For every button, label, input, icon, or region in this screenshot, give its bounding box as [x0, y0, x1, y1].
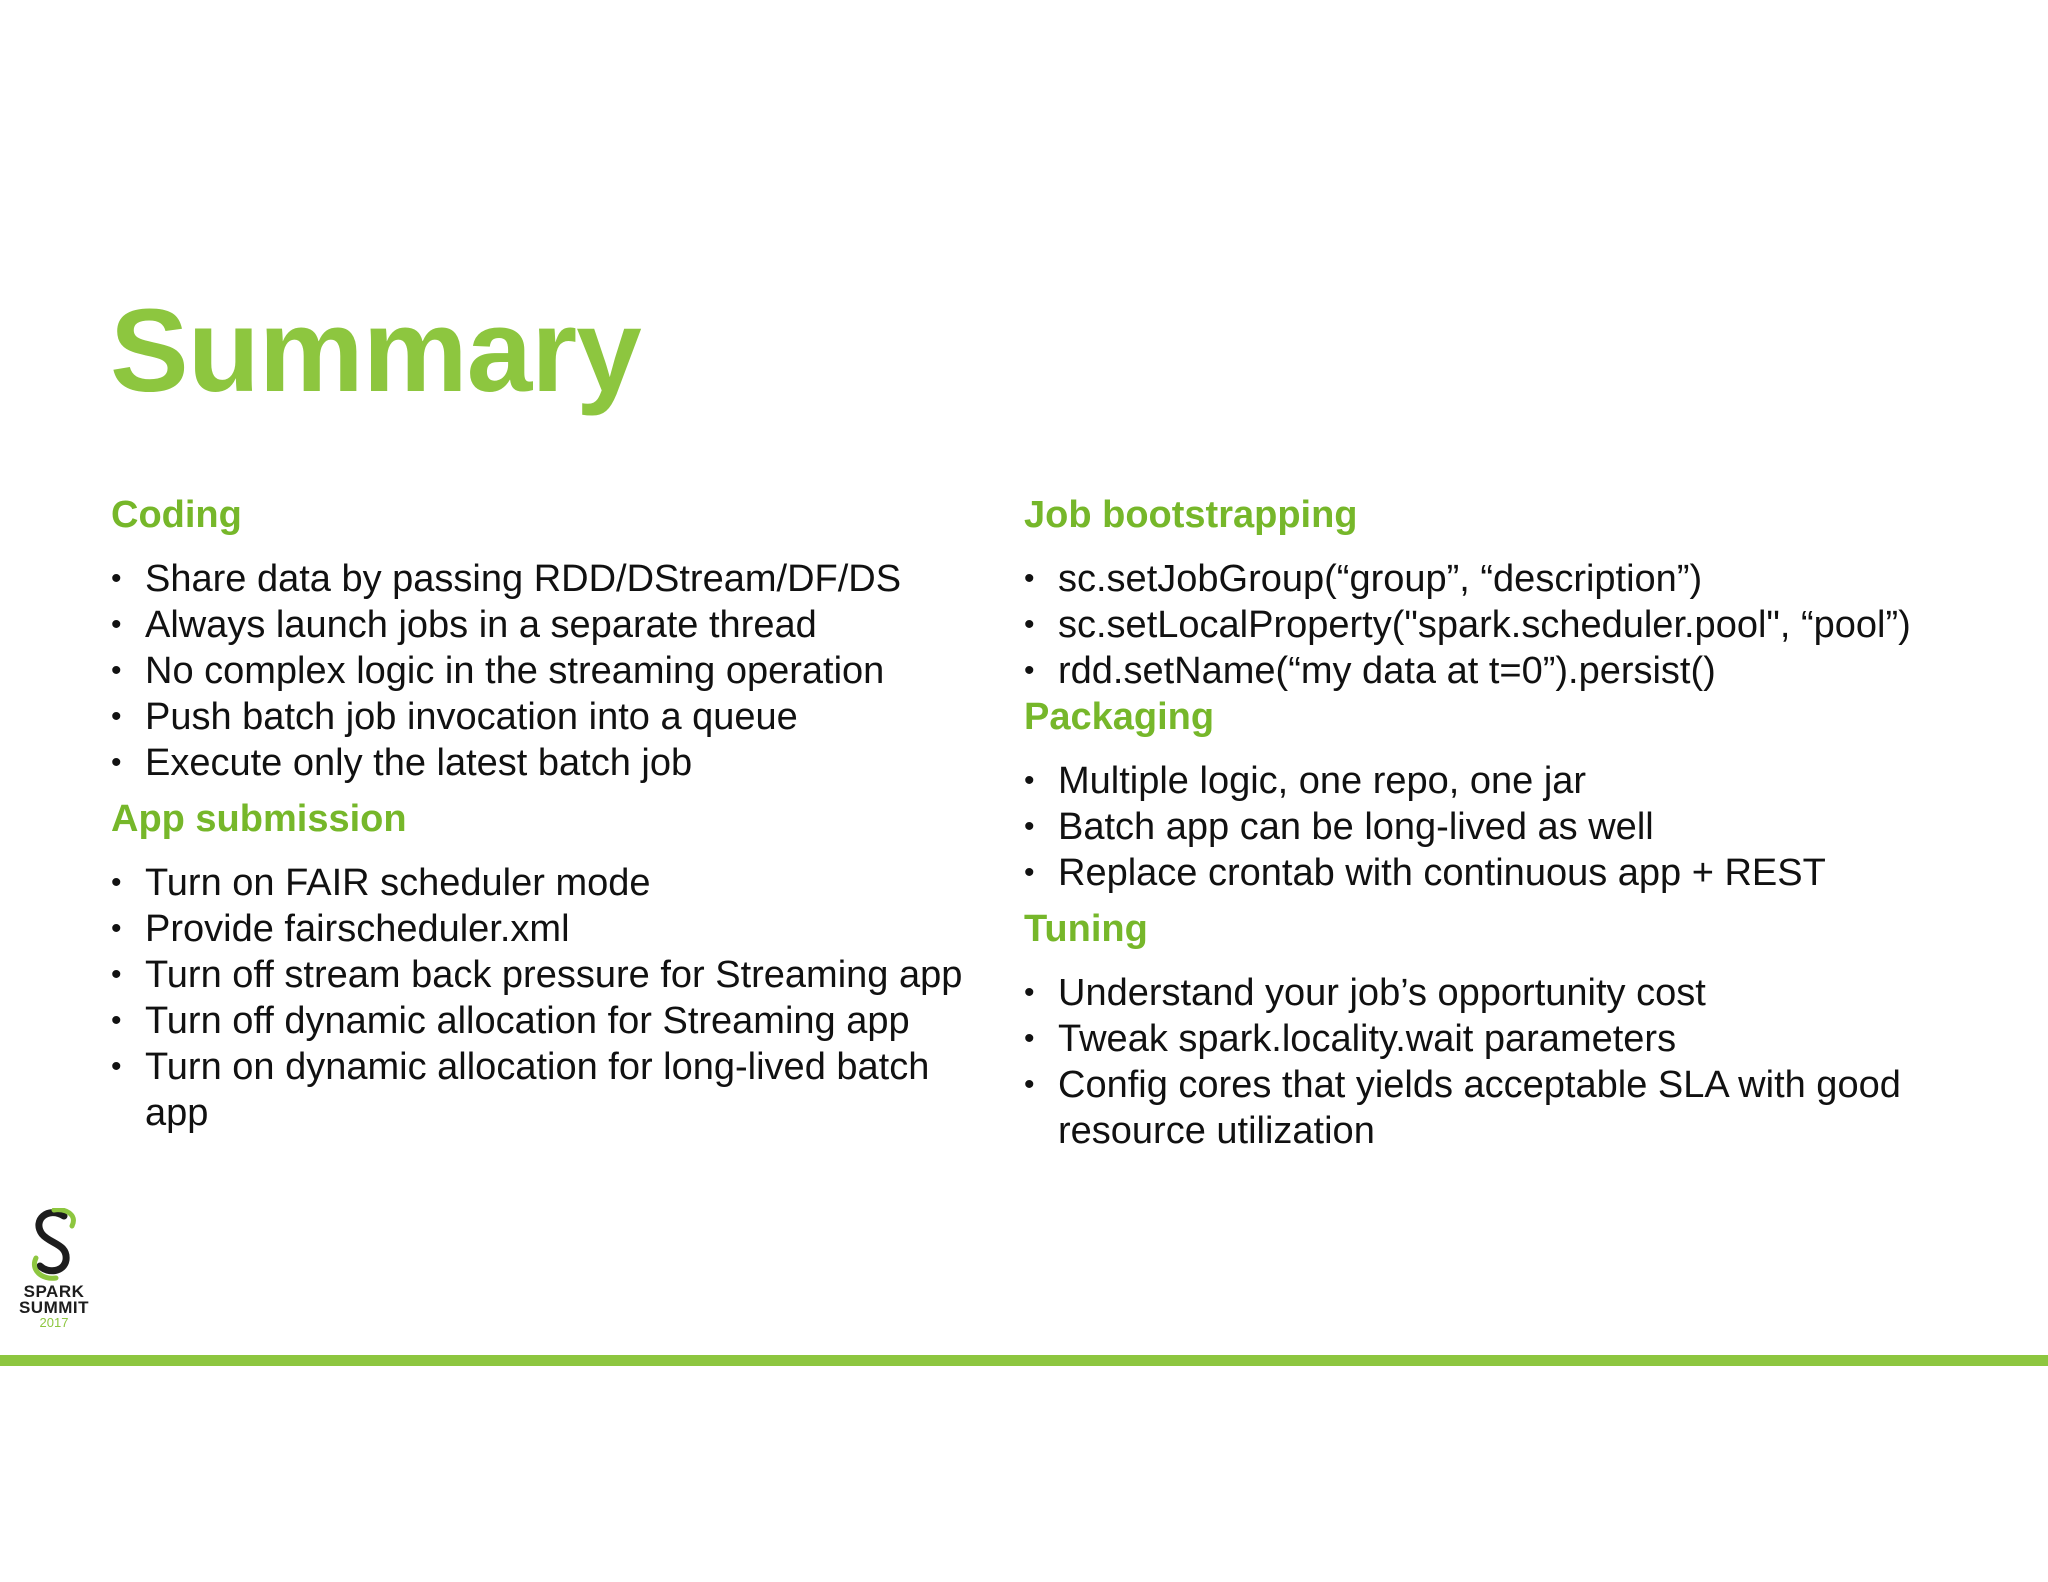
section-heading-app-submission: App submission	[111, 798, 407, 840]
slide-title: Summary	[110, 285, 641, 417]
list-item: • Turn off stream back pressure for Streaming app	[111, 952, 991, 998]
packaging-list	[1024, 758, 1924, 896]
right-column	[1024, 492, 1924, 1154]
list-item: • Understand your job’s opportunity cost	[1024, 970, 1924, 1016]
app-submission-list	[111, 860, 991, 1136]
tuning-list	[1024, 970, 1924, 1154]
list-item: • sc.setLocalProperty("spark.scheduler.pool", “pool”)	[1024, 602, 1924, 648]
list-item: • No complex logic in the streaming operation	[111, 648, 991, 694]
list-item: • Batch app can be long-lived as well	[1024, 804, 1924, 850]
section-heading-coding: Coding	[111, 494, 242, 536]
list-item: • Always launch jobs in a separate thread	[111, 602, 991, 648]
list-item: • Multiple logic, one repo, one jar	[1024, 758, 1924, 804]
spark-summit-logo-icon	[28, 1208, 80, 1284]
job-bootstrapping-list	[1024, 556, 1924, 694]
list-item: • Config cores that yields acceptable SLA with good resource utilization	[1024, 1062, 1924, 1154]
list-item: • Turn on FAIR scheduler mode	[111, 860, 991, 906]
list-item: • Provide fairscheduler.xml	[111, 906, 991, 952]
logo-text-spark: SPARK	[23, 1282, 85, 1301]
left-column	[111, 492, 991, 1136]
list-item: • Push batch job invocation into a queue	[111, 694, 991, 740]
list-item: • Replace crontab with continuous app + REST	[1024, 850, 1924, 896]
list-item: • Tweak spark.locality.wait parameters	[1024, 1016, 1924, 1062]
logo-text-year: 2017	[39, 1315, 69, 1330]
list-item: • Turn off dynamic allocation for Streaming app	[111, 998, 991, 1044]
list-item: • Turn on dynamic allocation for long-lived batch app	[111, 1044, 991, 1136]
list-item: • Execute only the latest batch job	[111, 740, 991, 786]
coding-list	[111, 556, 991, 786]
list-item: • Share data by passing RDD/DStream/DF/DS	[111, 556, 991, 602]
spark-summit-logo	[14, 1208, 94, 1330]
list-item: • rdd.setName(“my data at t=0”).persist()	[1024, 648, 1924, 694]
list-item: • sc.setJobGroup(“group”, “description”)	[1024, 556, 1924, 602]
section-heading-job-bootstrapping: Job bootstrapping	[1024, 494, 1358, 536]
footer-accent-bar	[0, 1355, 2048, 1366]
logo-text-summit: SUMMIT	[18, 1298, 90, 1317]
section-heading-packaging: Packaging	[1024, 696, 1215, 738]
section-heading-tuning: Tuning	[1024, 908, 1148, 950]
